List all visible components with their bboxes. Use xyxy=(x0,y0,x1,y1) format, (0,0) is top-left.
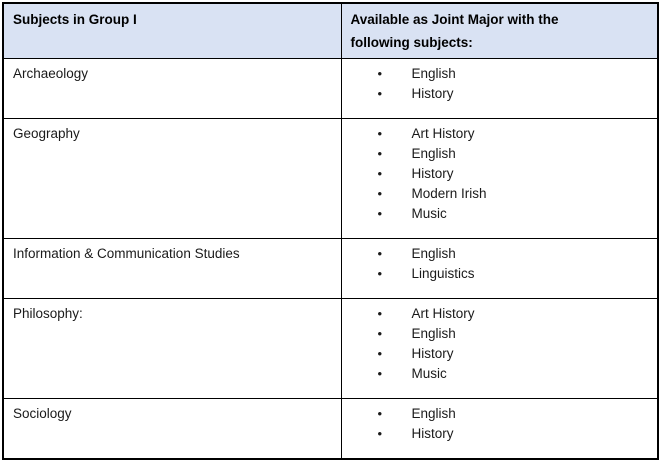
header-joint-major-line-2: following subjects: xyxy=(350,35,473,50)
joint-major-label: Art History xyxy=(411,306,475,321)
bullet-icon: • xyxy=(377,266,383,281)
bullet-icon: • xyxy=(377,306,383,321)
joint-major-label: History xyxy=(411,426,454,441)
subject-label: Geography xyxy=(13,126,80,141)
subject-label: Sociology xyxy=(13,406,72,421)
joint-major-item xyxy=(378,424,652,444)
table-row xyxy=(3,239,658,299)
subject-cell xyxy=(3,59,341,119)
joint-major-label: English xyxy=(411,66,456,81)
joint-major-item xyxy=(378,64,652,84)
joint-major-label: History xyxy=(411,86,454,101)
joint-major-label: English xyxy=(411,406,456,421)
joint-major-label: History xyxy=(411,346,454,361)
joint-major-item xyxy=(378,364,652,384)
joint-major-label: History xyxy=(411,166,454,181)
joint-major-label: Music xyxy=(411,206,447,221)
header-joint-major xyxy=(341,3,658,59)
majors-cell xyxy=(341,239,658,299)
joint-major-list xyxy=(348,244,652,284)
majors-cell xyxy=(341,399,658,460)
joint-major-label: Linguistics xyxy=(411,266,475,281)
bullet-icon: • xyxy=(377,246,383,261)
table-row xyxy=(3,119,658,239)
joint-major-item xyxy=(378,204,652,224)
header-subjects-group xyxy=(3,3,341,59)
table-header-row xyxy=(3,3,658,59)
bullet-icon: • xyxy=(377,166,383,181)
joint-major-label: Art History xyxy=(411,126,475,141)
joint-major-item xyxy=(378,124,652,144)
bullet-icon: • xyxy=(377,406,383,421)
header-joint-major-line-1: Available as Joint Major with the xyxy=(350,12,559,27)
subject-cell xyxy=(3,119,341,239)
joint-major-list xyxy=(348,304,652,384)
bullet-icon: • xyxy=(377,86,383,101)
joint-major-label: English xyxy=(411,326,456,341)
subject-cell xyxy=(3,399,341,460)
bullet-icon: • xyxy=(377,66,383,81)
joint-major-list xyxy=(348,124,652,224)
joint-major-item xyxy=(378,324,652,344)
joint-major-table xyxy=(2,2,659,460)
table-row xyxy=(3,59,658,119)
table-row xyxy=(3,299,658,399)
bullet-icon: • xyxy=(377,326,383,341)
joint-major-label: English xyxy=(411,146,456,161)
bullet-icon: • xyxy=(377,126,383,141)
subject-label: Philosophy: xyxy=(13,306,83,321)
subject-label: Information & Communication Studies xyxy=(13,246,240,261)
subject-label: Archaeology xyxy=(13,66,89,81)
joint-major-item xyxy=(378,184,652,204)
joint-major-item xyxy=(378,404,652,424)
joint-major-list xyxy=(348,64,652,104)
subject-cell xyxy=(3,299,341,399)
bullet-icon: • xyxy=(377,366,383,381)
joint-major-item xyxy=(378,344,652,364)
bullet-icon: • xyxy=(377,426,383,441)
joint-major-item xyxy=(378,264,652,284)
subject-cell xyxy=(3,239,341,299)
joint-major-label: English xyxy=(411,246,456,261)
table-row xyxy=(3,399,658,460)
table-body xyxy=(3,59,658,460)
majors-cell xyxy=(341,299,658,399)
bullet-icon: • xyxy=(377,146,383,161)
joint-major-item xyxy=(378,84,652,104)
majors-cell xyxy=(341,59,658,119)
joint-major-item xyxy=(378,244,652,264)
bullet-icon: • xyxy=(377,346,383,361)
majors-cell xyxy=(341,119,658,239)
joint-major-list xyxy=(348,404,652,444)
header-subjects-group-label: Subjects in Group I xyxy=(13,12,137,27)
joint-major-label: Modern Irish xyxy=(411,186,487,201)
joint-major-item xyxy=(378,144,652,164)
joint-major-item xyxy=(378,164,652,184)
joint-major-label: Music xyxy=(411,366,447,381)
bullet-icon: • xyxy=(377,186,383,201)
bullet-icon: • xyxy=(377,206,383,221)
joint-major-item xyxy=(378,304,652,324)
